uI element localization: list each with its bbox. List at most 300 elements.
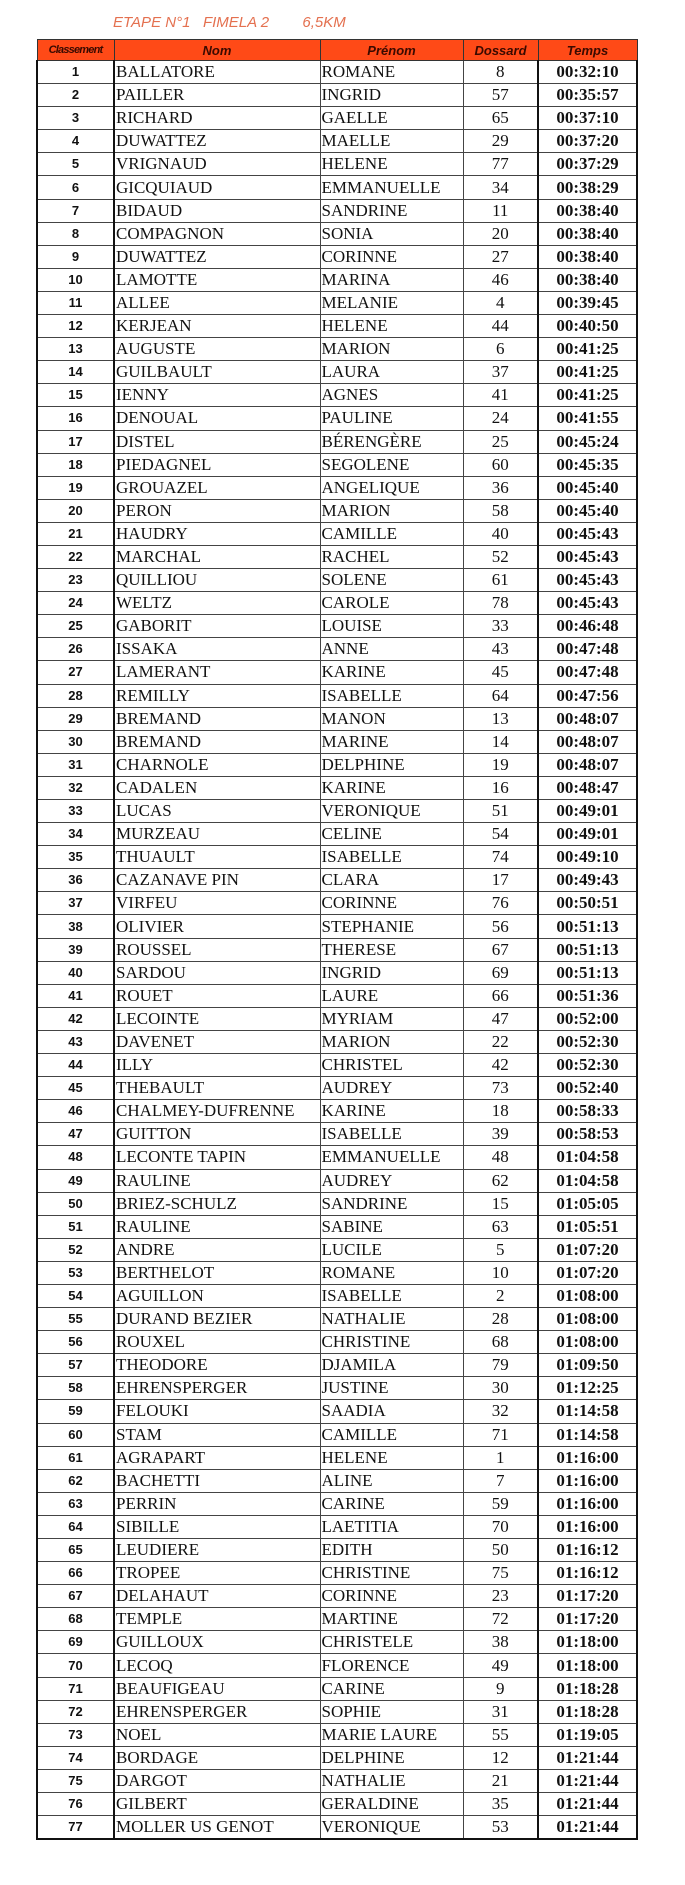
cell-prenom: NATHALIE	[320, 1769, 463, 1792]
cell-nom: MURZEAU	[114, 823, 320, 846]
cell-nom: PIEDAGNEL	[114, 453, 320, 476]
cell-prenom: VERONIQUE	[320, 800, 463, 823]
cell-prenom: MYRIAM	[320, 1007, 463, 1030]
cell-classement: 76	[37, 1793, 114, 1816]
cell-nom: THEBAULT	[114, 1077, 320, 1100]
cell-classement: 29	[37, 707, 114, 730]
cell-classement: 46	[37, 1100, 114, 1123]
cell-nom: TEMPLE	[114, 1608, 320, 1631]
cell-classement: 16	[37, 407, 114, 430]
cell-classement: 38	[37, 915, 114, 938]
cell-dossard: 50	[463, 1539, 538, 1562]
cell-nom: ISSAKA	[114, 638, 320, 661]
cell-prenom: ISABELLE	[320, 684, 463, 707]
cell-dossard: 23	[463, 1585, 538, 1608]
cell-dossard: 10	[463, 1261, 538, 1284]
cell-temps: 00:41:25	[538, 361, 637, 384]
cell-nom: THEODORE	[114, 1354, 320, 1377]
table-row	[37, 1700, 637, 1723]
cell-nom: ROUET	[114, 984, 320, 1007]
cell-nom: PERON	[114, 499, 320, 522]
cell-classement: 11	[37, 291, 114, 314]
cell-dossard: 57	[463, 84, 538, 107]
cell-prenom: SABINE	[320, 1215, 463, 1238]
table-row	[37, 130, 637, 153]
cell-dossard: 7	[463, 1469, 538, 1492]
cell-temps: 00:52:30	[538, 1030, 637, 1053]
cell-dossard: 6	[463, 338, 538, 361]
cell-nom: GILBERT	[114, 1793, 320, 1816]
cell-temps: 01:17:20	[538, 1608, 637, 1631]
cell-nom: BREMAND	[114, 730, 320, 753]
cell-dossard: 64	[463, 684, 538, 707]
cell-temps: 01:05:51	[538, 1215, 637, 1238]
cell-temps: 00:38:40	[538, 268, 637, 291]
cell-classement: 56	[37, 1331, 114, 1354]
cell-nom: AGUILLON	[114, 1284, 320, 1307]
table-row	[37, 1030, 637, 1053]
cell-temps: 00:35:57	[538, 84, 637, 107]
cell-classement: 9	[37, 245, 114, 268]
cell-classement: 70	[37, 1654, 114, 1677]
cell-dossard: 72	[463, 1608, 538, 1631]
table-row	[37, 476, 637, 499]
cell-temps: 01:19:05	[538, 1723, 637, 1746]
cell-nom: SIBILLE	[114, 1515, 320, 1538]
table-row	[37, 846, 637, 869]
cell-nom: MARCHAL	[114, 545, 320, 568]
cell-temps: 00:50:51	[538, 892, 637, 915]
cell-temps: 00:45:43	[538, 522, 637, 545]
cell-nom: GROUAZEL	[114, 476, 320, 499]
cell-classement: 35	[37, 846, 114, 869]
table-row	[37, 569, 637, 592]
table-row	[37, 1077, 637, 1100]
cell-temps: 01:18:28	[538, 1677, 637, 1700]
cell-classement: 21	[37, 522, 114, 545]
cell-prenom: DELPHINE	[320, 753, 463, 776]
cell-temps: 01:21:44	[538, 1769, 637, 1792]
cell-classement: 44	[37, 1054, 114, 1077]
header-classement: Classement	[37, 40, 114, 61]
cell-dossard: 42	[463, 1054, 538, 1077]
table-row	[37, 315, 637, 338]
cell-nom: ROUXEL	[114, 1331, 320, 1354]
cell-dossard: 1	[463, 1446, 538, 1469]
table-row	[37, 1723, 637, 1746]
cell-nom: BERTHELOT	[114, 1261, 320, 1284]
cell-temps: 00:37:10	[538, 107, 637, 130]
cell-prenom: RACHEL	[320, 545, 463, 568]
cell-classement: 74	[37, 1746, 114, 1769]
cell-nom: LECOQ	[114, 1654, 320, 1677]
cell-nom: LAMOTTE	[114, 268, 320, 291]
cell-prenom: JUSTINE	[320, 1377, 463, 1400]
cell-temps: 00:38:40	[538, 199, 637, 222]
cell-prenom: MELANIE	[320, 291, 463, 314]
cell-dossard: 37	[463, 361, 538, 384]
cell-classement: 62	[37, 1469, 114, 1492]
cell-nom: AUGUSTE	[114, 338, 320, 361]
cell-classement: 4	[37, 130, 114, 153]
cell-classement: 30	[37, 730, 114, 753]
table-row	[37, 1192, 637, 1215]
cell-prenom: CORINNE	[320, 245, 463, 268]
header-temps: Temps	[538, 40, 637, 61]
cell-dossard: 24	[463, 407, 538, 430]
cell-temps: 00:45:40	[538, 499, 637, 522]
cell-prenom: KARINE	[320, 776, 463, 799]
cell-classement: 52	[37, 1238, 114, 1261]
cell-temps: 00:47:48	[538, 638, 637, 661]
table-row	[37, 199, 637, 222]
cell-dossard: 66	[463, 984, 538, 1007]
cell-prenom: ALINE	[320, 1469, 463, 1492]
cell-temps: 00:49:01	[538, 823, 637, 846]
table-row	[37, 1054, 637, 1077]
cell-temps: 00:49:10	[538, 846, 637, 869]
table-row	[37, 1469, 637, 1492]
cell-prenom: KARINE	[320, 661, 463, 684]
cell-temps: 00:41:25	[538, 384, 637, 407]
cell-classement: 50	[37, 1192, 114, 1215]
table-row	[37, 753, 637, 776]
table-row	[37, 176, 637, 199]
cell-temps: 00:47:56	[538, 684, 637, 707]
cell-nom: VRIGNAUD	[114, 153, 320, 176]
cell-temps: 00:49:01	[538, 800, 637, 823]
cell-classement: 77	[37, 1816, 114, 1840]
cell-dossard: 51	[463, 800, 538, 823]
cell-prenom: EMMANUELLE	[320, 1146, 463, 1169]
cell-classement: 40	[37, 961, 114, 984]
cell-prenom: SOLENE	[320, 569, 463, 592]
cell-temps: 01:08:00	[538, 1308, 637, 1331]
cell-dossard: 5	[463, 1238, 538, 1261]
cell-classement: 72	[37, 1700, 114, 1723]
cell-prenom: BÉRENGÈRE	[320, 430, 463, 453]
cell-prenom: SAADIA	[320, 1400, 463, 1423]
cell-temps: 00:38:40	[538, 245, 637, 268]
cell-nom: REMILLY	[114, 684, 320, 707]
cell-prenom: CAMILLE	[320, 522, 463, 545]
table-row	[37, 823, 637, 846]
header-dossard: Dossard	[463, 40, 538, 61]
cell-classement: 13	[37, 338, 114, 361]
cell-temps: 01:21:44	[538, 1816, 637, 1840]
cell-nom: STAM	[114, 1423, 320, 1446]
cell-prenom: HELENE	[320, 1446, 463, 1469]
cell-classement: 71	[37, 1677, 114, 1700]
cell-classement: 63	[37, 1492, 114, 1515]
table-row	[37, 522, 637, 545]
cell-classement: 47	[37, 1123, 114, 1146]
cell-dossard: 12	[463, 1746, 538, 1769]
cell-prenom: HELENE	[320, 315, 463, 338]
cell-prenom: CELINE	[320, 823, 463, 846]
table-row	[37, 84, 637, 107]
cell-temps: 00:48:07	[538, 707, 637, 730]
table-row	[37, 268, 637, 291]
cell-classement: 58	[37, 1377, 114, 1400]
cell-classement: 25	[37, 615, 114, 638]
table-row	[37, 222, 637, 245]
table-row	[37, 153, 637, 176]
table-row	[37, 730, 637, 753]
cell-classement: 17	[37, 430, 114, 453]
cell-temps: 00:38:29	[538, 176, 637, 199]
cell-dossard: 27	[463, 245, 538, 268]
cell-temps: 00:49:43	[538, 869, 637, 892]
cell-prenom: GERALDINE	[320, 1793, 463, 1816]
cell-dossard: 28	[463, 1308, 538, 1331]
cell-dossard: 71	[463, 1423, 538, 1446]
table-row	[37, 1515, 637, 1538]
cell-dossard: 79	[463, 1354, 538, 1377]
table-row	[37, 61, 637, 84]
cell-temps: 00:45:35	[538, 453, 637, 476]
cell-nom: TROPEE	[114, 1562, 320, 1585]
cell-temps: 01:04:58	[538, 1146, 637, 1169]
cell-prenom: LAURA	[320, 361, 463, 384]
cell-classement: 32	[37, 776, 114, 799]
cell-temps: 00:45:43	[538, 569, 637, 592]
cell-dossard: 9	[463, 1677, 538, 1700]
cell-classement: 66	[37, 1562, 114, 1585]
cell-prenom: SANDRINE	[320, 1192, 463, 1215]
table-row	[37, 291, 637, 314]
cell-classement: 67	[37, 1585, 114, 1608]
cell-dossard: 73	[463, 1077, 538, 1100]
table-row	[37, 938, 637, 961]
cell-prenom: MARION	[320, 499, 463, 522]
cell-classement: 69	[37, 1631, 114, 1654]
cell-nom: GICQUIAUD	[114, 176, 320, 199]
cell-prenom: MARION	[320, 1030, 463, 1053]
cell-temps: 00:45:43	[538, 545, 637, 568]
cell-dossard: 63	[463, 1215, 538, 1238]
cell-nom: AGRAPART	[114, 1446, 320, 1469]
cell-prenom: CORINNE	[320, 1585, 463, 1608]
cell-classement: 3	[37, 107, 114, 130]
table-row	[37, 453, 637, 476]
cell-temps: 00:52:40	[538, 1077, 637, 1100]
table-row	[37, 869, 637, 892]
cell-dossard: 16	[463, 776, 538, 799]
table-row	[37, 776, 637, 799]
cell-classement: 57	[37, 1354, 114, 1377]
cell-prenom: HELENE	[320, 153, 463, 176]
cell-dossard: 20	[463, 222, 538, 245]
cell-nom: BEAUFIGEAU	[114, 1677, 320, 1700]
cell-nom: CAZANAVE PIN	[114, 869, 320, 892]
cell-dossard: 19	[463, 753, 538, 776]
cell-nom: FELOUKI	[114, 1400, 320, 1423]
cell-prenom: DELPHINE	[320, 1746, 463, 1769]
cell-prenom: CHRISTEL	[320, 1054, 463, 1077]
table-row	[37, 800, 637, 823]
cell-nom: QUILLIOU	[114, 569, 320, 592]
cell-prenom: CHRISTELE	[320, 1631, 463, 1654]
cell-nom: LEUDIERE	[114, 1539, 320, 1562]
cell-dossard: 25	[463, 430, 538, 453]
cell-prenom: MARIE LAURE	[320, 1723, 463, 1746]
cell-nom: WELTZ	[114, 592, 320, 615]
cell-dossard: 77	[463, 153, 538, 176]
header-nom: Nom	[114, 40, 320, 61]
cell-temps: 00:51:13	[538, 915, 637, 938]
cell-dossard: 62	[463, 1169, 538, 1192]
cell-nom: NOEL	[114, 1723, 320, 1746]
cell-temps: 00:48:47	[538, 776, 637, 799]
cell-classement: 51	[37, 1215, 114, 1238]
cell-nom: ANDRE	[114, 1238, 320, 1261]
table-row	[37, 1377, 637, 1400]
cell-dossard: 60	[463, 453, 538, 476]
cell-dossard: 65	[463, 107, 538, 130]
cell-nom: GUILLOUX	[114, 1631, 320, 1654]
cell-classement: 59	[37, 1400, 114, 1423]
table-row	[37, 1654, 637, 1677]
cell-temps: 00:58:33	[538, 1100, 637, 1123]
cell-temps: 00:40:50	[538, 315, 637, 338]
cell-prenom: AUDREY	[320, 1169, 463, 1192]
cell-dossard: 69	[463, 961, 538, 984]
cell-temps: 00:51:36	[538, 984, 637, 1007]
cell-temps: 01:09:50	[538, 1354, 637, 1377]
cell-nom: PAILLER	[114, 84, 320, 107]
cell-nom: CADALEN	[114, 776, 320, 799]
cell-prenom: MARINE	[320, 730, 463, 753]
header-prenom: Prénom	[320, 40, 463, 61]
cell-prenom: SANDRINE	[320, 199, 463, 222]
cell-prenom: DJAMILA	[320, 1354, 463, 1377]
cell-prenom: EMMANUELLE	[320, 176, 463, 199]
table-row	[37, 107, 637, 130]
table-row	[37, 1816, 637, 1840]
cell-prenom: INGRID	[320, 961, 463, 984]
cell-nom: BRIEZ-SCHULZ	[114, 1192, 320, 1215]
cell-prenom: ANNE	[320, 638, 463, 661]
cell-nom: DARGOT	[114, 1769, 320, 1792]
cell-dossard: 47	[463, 1007, 538, 1030]
table-row	[37, 1169, 637, 1192]
cell-prenom: MARINA	[320, 268, 463, 291]
cell-temps: 00:37:20	[538, 130, 637, 153]
page-title	[113, 14, 346, 31]
table-row	[37, 1677, 637, 1700]
cell-temps: 00:41:25	[538, 338, 637, 361]
cell-dossard: 2	[463, 1284, 538, 1307]
cell-prenom: MANON	[320, 707, 463, 730]
cell-dossard: 45	[463, 661, 538, 684]
table-row	[37, 661, 637, 684]
cell-dossard: 58	[463, 499, 538, 522]
cell-classement: 75	[37, 1769, 114, 1792]
cell-nom: CHARNOLE	[114, 753, 320, 776]
cell-prenom: NATHALIE	[320, 1308, 463, 1331]
cell-nom: RICHARD	[114, 107, 320, 130]
table-row	[37, 1793, 637, 1816]
cell-prenom: AGNES	[320, 384, 463, 407]
cell-classement: 23	[37, 569, 114, 592]
cell-nom: DUWATTEZ	[114, 130, 320, 153]
cell-dossard: 17	[463, 869, 538, 892]
cell-classement: 55	[37, 1308, 114, 1331]
cell-classement: 26	[37, 638, 114, 661]
cell-temps: 01:18:28	[538, 1700, 637, 1723]
table-row	[37, 1585, 637, 1608]
cell-prenom: AUDREY	[320, 1077, 463, 1100]
cell-temps: 01:16:00	[538, 1515, 637, 1538]
cell-nom: OLIVIER	[114, 915, 320, 938]
cell-prenom: SEGOLENE	[320, 453, 463, 476]
cell-temps: 00:51:13	[538, 961, 637, 984]
cell-dossard: 14	[463, 730, 538, 753]
cell-prenom: LUCILE	[320, 1238, 463, 1261]
cell-classement: 31	[37, 753, 114, 776]
cell-dossard: 33	[463, 615, 538, 638]
cell-classement: 2	[37, 84, 114, 107]
table-row	[37, 1631, 637, 1654]
cell-temps: 00:45:43	[538, 592, 637, 615]
cell-classement: 68	[37, 1608, 114, 1631]
table-row	[37, 684, 637, 707]
cell-nom: EHRENSPERGER	[114, 1700, 320, 1723]
cell-nom: BALLATORE	[114, 61, 320, 84]
cell-classement: 49	[37, 1169, 114, 1192]
cell-nom: EHRENSPERGER	[114, 1377, 320, 1400]
cell-classement: 19	[37, 476, 114, 499]
cell-dossard: 22	[463, 1030, 538, 1053]
cell-nom: GABORIT	[114, 615, 320, 638]
cell-temps: 01:17:20	[538, 1585, 637, 1608]
cell-classement: 1	[37, 61, 114, 84]
table-row	[37, 1284, 637, 1307]
cell-dossard: 18	[463, 1100, 538, 1123]
cell-nom: VIRFEU	[114, 892, 320, 915]
cell-prenom: LOUISE	[320, 615, 463, 638]
cell-temps: 00:45:40	[538, 476, 637, 499]
cell-nom: BIDAUD	[114, 199, 320, 222]
cell-nom: ROUSSEL	[114, 938, 320, 961]
cell-nom: BREMAND	[114, 707, 320, 730]
cell-dossard: 31	[463, 1700, 538, 1723]
cell-prenom: MAELLE	[320, 130, 463, 153]
cell-classement: 54	[37, 1284, 114, 1307]
cell-prenom: ROMANE	[320, 1261, 463, 1284]
table-row	[37, 638, 637, 661]
cell-nom: IENNY	[114, 384, 320, 407]
table-row	[37, 1562, 637, 1585]
cell-nom: MOLLER US GENOT	[114, 1816, 320, 1840]
cell-prenom: INGRID	[320, 84, 463, 107]
cell-classement: 6	[37, 176, 114, 199]
cell-temps: 00:32:10	[538, 61, 637, 84]
cell-temps: 01:16:12	[538, 1562, 637, 1585]
table-row	[37, 1100, 637, 1123]
cell-nom: GUILBAULT	[114, 361, 320, 384]
cell-prenom: CAMILLE	[320, 1423, 463, 1446]
cell-temps: 01:16:12	[538, 1539, 637, 1562]
cell-prenom: CLARA	[320, 869, 463, 892]
table-row	[37, 430, 637, 453]
cell-classement: 39	[37, 938, 114, 961]
cell-dossard: 8	[463, 61, 538, 84]
cell-dossard: 78	[463, 592, 538, 615]
cell-dossard: 44	[463, 315, 538, 338]
cell-prenom: KARINE	[320, 1100, 463, 1123]
